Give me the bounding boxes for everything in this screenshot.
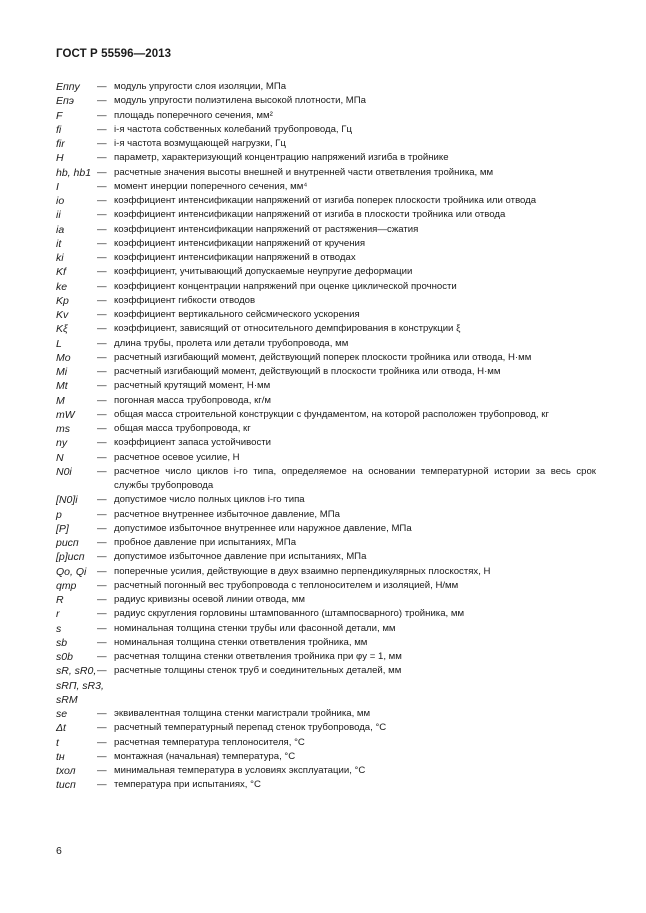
definition-row bbox=[56, 337, 596, 351]
definition-symbol: t bbox=[56, 736, 59, 749]
definition-row bbox=[56, 194, 596, 208]
definition-text: площадь поперечного сечения, мм² bbox=[114, 109, 273, 121]
definition-dash: — bbox=[97, 380, 107, 392]
definition-row bbox=[56, 451, 596, 465]
definition-text: момент инерции поперечного сечения, мм⁴ bbox=[114, 180, 308, 192]
definition-dash: — bbox=[97, 622, 107, 634]
definition-dash: — bbox=[97, 651, 107, 662]
definition-row bbox=[56, 151, 596, 165]
definition-dash: — bbox=[97, 722, 107, 734]
definition-row bbox=[56, 208, 596, 222]
definition-row bbox=[56, 294, 596, 308]
definition-row bbox=[56, 650, 596, 664]
definition-row bbox=[56, 622, 596, 636]
definition-symbol: ms bbox=[56, 423, 70, 435]
definition-symbol: Mo bbox=[56, 351, 71, 364]
definition-dash: — bbox=[97, 209, 107, 221]
definition-row bbox=[56, 707, 596, 721]
definition-text: общая масса строительной конструкции с фундаментом, на которой расположен трубопровод, кг bbox=[114, 408, 549, 420]
definition-dash: — bbox=[97, 309, 107, 320]
definition-row bbox=[56, 123, 596, 137]
definition-dash: — bbox=[97, 465, 107, 477]
definition-dash: — bbox=[97, 294, 107, 306]
definition-text: коэффициент, зависящий от относительного демпфирования в конструкции ξ bbox=[114, 323, 461, 335]
definition-dash: — bbox=[97, 551, 107, 563]
definition-symbol: sRM bbox=[56, 693, 78, 706]
definition-symbol: Eппу bbox=[56, 81, 80, 93]
definition-dash: — bbox=[97, 280, 107, 292]
definition-symbol: Eпэ bbox=[56, 95, 74, 108]
definition-text: общая масса трубопровода, кг bbox=[114, 423, 251, 434]
definition-symbol: N bbox=[56, 451, 64, 464]
definition-symbol: R bbox=[56, 594, 64, 606]
definition-symbol: ki bbox=[56, 252, 64, 264]
definition-dash: — bbox=[97, 750, 107, 762]
definition-symbol: it bbox=[56, 237, 62, 250]
definition-row bbox=[56, 223, 596, 237]
definition-text: расчетный температурный перепад стенок трубопровода, °С bbox=[114, 722, 387, 734]
definition-row bbox=[56, 522, 596, 536]
definition-text: расчетная температура теплоносителя, °С bbox=[114, 736, 305, 748]
definition-symbol: [p]исп bbox=[56, 551, 85, 564]
definition-text: погонная масса трубопровода, кг/м bbox=[114, 394, 272, 406]
definition-dash: — bbox=[97, 195, 107, 206]
symbol-definitions-list bbox=[56, 80, 596, 793]
definition-dash: — bbox=[97, 779, 107, 791]
definition-symbol: [P] bbox=[56, 522, 69, 535]
definition-dash: — bbox=[97, 366, 107, 377]
definition-text: номинальная толщина стенки трубы или фасонной детали, мм bbox=[114, 622, 396, 634]
definition-text: коэффициент гибкости отводов bbox=[114, 294, 256, 306]
definition-text: расчетное осевое усилие, Н bbox=[114, 451, 240, 463]
definition-symbol: fir bbox=[56, 138, 65, 150]
definition-text: i-я частота собственных колебаний трубопровода, Гц bbox=[114, 123, 352, 135]
definition-dash: — bbox=[97, 708, 107, 719]
definition-row bbox=[56, 721, 596, 735]
definition-dash: — bbox=[97, 81, 107, 92]
definition-row bbox=[56, 465, 596, 494]
definition-symbol: [N0]i bbox=[56, 494, 78, 507]
definition-dash: — bbox=[97, 138, 107, 149]
definition-row bbox=[56, 379, 596, 393]
definition-text: расчетный крутящий момент, Н·мм bbox=[114, 380, 271, 392]
definition-text: расчетные толщины стенок труб и соединительных деталей, мм bbox=[114, 665, 402, 677]
definition-text: расчетные значения высоты внешней и внутренней части ответвления тройника, мм bbox=[114, 166, 494, 178]
definition-row bbox=[56, 394, 596, 408]
definition-dash: — bbox=[97, 736, 107, 748]
definition-text: коэффициент интенсификации напряжений от изгиба в плоскости тройника или отвода bbox=[114, 209, 506, 221]
definition-symbol: M bbox=[56, 394, 65, 407]
definition-symbol: sb bbox=[56, 636, 68, 649]
definition-symbol: L bbox=[56, 337, 62, 350]
definition-dash: — bbox=[97, 223, 107, 235]
definition-dash: — bbox=[97, 565, 107, 577]
definition-symbol: tисп bbox=[56, 779, 76, 792]
definition-text: модуль упругости слоя изоляции, МПа bbox=[114, 81, 287, 92]
definition-text: допустимое число полных циклов i-го типа bbox=[114, 494, 305, 506]
definition-dash: — bbox=[97, 451, 107, 463]
definition-dash: — bbox=[97, 636, 107, 648]
definition-symbol: Kv bbox=[56, 309, 69, 321]
definition-row bbox=[56, 736, 596, 750]
definition-row bbox=[56, 565, 596, 579]
definition-symbol: tхол bbox=[56, 765, 76, 777]
definition-symbol: hb, hb1 bbox=[56, 166, 92, 179]
definition-text: допустимое избыточное давление при испытаниях, МПа bbox=[114, 551, 367, 563]
definition-dash: — bbox=[97, 437, 107, 449]
definition-dash: — bbox=[97, 123, 107, 135]
definition-symbol: s0b bbox=[56, 651, 73, 663]
definition-text: температура при испытаниях, °С bbox=[114, 779, 261, 791]
definition-symbol: N0i bbox=[56, 465, 72, 478]
definition-dash: — bbox=[97, 95, 107, 107]
definition-symbol: sR, sR0, bbox=[56, 665, 97, 678]
definition-row bbox=[56, 265, 596, 279]
definition-symbol: Mt bbox=[56, 380, 68, 393]
definition-row bbox=[56, 422, 596, 436]
definition-row bbox=[56, 308, 596, 322]
definition-dash: — bbox=[97, 237, 107, 249]
definition-row bbox=[56, 778, 596, 792]
definition-text: коэффициент интенсификации напряжений от изгиба поперек плоскости тройника или отвода bbox=[114, 195, 537, 206]
definition-text: коэффициент запаса устойчивости bbox=[114, 437, 271, 449]
definition-row bbox=[56, 408, 596, 422]
definition-text: коэффициент интенсификации напряжений в отводах bbox=[114, 252, 356, 263]
definition-dash: — bbox=[97, 594, 107, 605]
definition-row bbox=[56, 664, 596, 678]
definition-symbol: fi bbox=[56, 123, 62, 136]
definition-dash: — bbox=[97, 152, 107, 164]
definition-symbol: Kp bbox=[56, 294, 69, 307]
definition-dash: — bbox=[97, 508, 107, 520]
definition-row bbox=[56, 636, 596, 650]
definition-symbol: ia bbox=[56, 223, 65, 236]
definition-row bbox=[56, 251, 596, 265]
definition-dash: — bbox=[97, 765, 107, 776]
page-number: 6 bbox=[56, 845, 62, 857]
definition-dash: — bbox=[97, 608, 107, 620]
definition-row bbox=[56, 593, 596, 607]
definition-dash: — bbox=[97, 494, 107, 506]
definition-text: радиус кривизны осевой линии отвода, мм bbox=[114, 594, 305, 605]
definition-symbol: mW bbox=[56, 408, 75, 421]
definition-dash: — bbox=[97, 252, 107, 263]
definition-text: коэффициент интенсификации напряжений от растяжения—сжатия bbox=[114, 223, 419, 235]
definition-row bbox=[56, 579, 596, 593]
definition-row bbox=[56, 94, 596, 108]
definition-symbol: Δt bbox=[56, 722, 66, 735]
definition-symbol: I bbox=[56, 180, 59, 193]
definition-symbol: Mi bbox=[56, 366, 68, 378]
definition-dash: — bbox=[97, 579, 107, 591]
definition-text: допустимое избыточное внутреннее или наружное давление, МПа bbox=[114, 522, 412, 534]
definition-dash: — bbox=[97, 665, 107, 677]
definition-text: пробное давление при испытаниях, МПа bbox=[114, 537, 297, 548]
definition-text: расчетный погонный вес трубопровода с теплоносителем и изоляцией, Н/мм bbox=[114, 579, 459, 591]
definition-row bbox=[56, 764, 596, 778]
definition-symbol: sRП, sR3, bbox=[56, 679, 104, 692]
definition-dash: — bbox=[97, 522, 107, 534]
definition-text: коэффициент интенсификации напряжений от кручения bbox=[114, 237, 366, 249]
definition-dash: — bbox=[97, 323, 107, 335]
definition-symbol: Kξ bbox=[56, 323, 68, 336]
definition-symbol: F bbox=[56, 109, 63, 122]
definition-symbol: H bbox=[56, 152, 64, 165]
definition-row bbox=[56, 508, 596, 522]
definition-text: монтажная (начальная) температура, °С bbox=[114, 750, 296, 762]
definition-row bbox=[56, 493, 596, 507]
definition-text: расчетная толщина стенки ответвления тройника при φy = 1, мм bbox=[114, 651, 402, 662]
definition-text: радиус скругления горловины штампованного (штампосварного) тройника, мм bbox=[114, 608, 465, 620]
definition-row bbox=[56, 109, 596, 123]
definition-text: эквивалентная толщина стенки магистрали тройника, мм bbox=[114, 708, 371, 719]
definition-dash: — bbox=[97, 351, 107, 363]
definition-row bbox=[56, 679, 596, 693]
definition-text: коэффициент вертикального сейсмического ускорения bbox=[114, 309, 360, 320]
definition-text: модуль упругости полиэтилена высокой плотности, МПа bbox=[114, 95, 367, 107]
definition-symbol: r bbox=[56, 608, 60, 621]
definition-symbol: p bbox=[56, 508, 62, 521]
definition-row bbox=[56, 365, 596, 379]
definition-text: коэффициент концентрации напряжений при оценке циклической прочности bbox=[114, 280, 457, 292]
definition-text: i-я частота возмущающей нагрузки, Гц bbox=[114, 138, 286, 149]
definition-row bbox=[56, 137, 596, 151]
definition-text: расчетный изгибающий момент, действующий в плоскости тройника или отвода, Н·мм bbox=[114, 366, 501, 377]
definition-symbol: qтр bbox=[56, 579, 77, 592]
definition-row bbox=[56, 536, 596, 550]
definition-text: расчетное число циклов i-го типа, определяемое на основании температурной истории за весь срок службы трубопровода bbox=[114, 465, 596, 491]
definition-row bbox=[56, 280, 596, 294]
definition-row bbox=[56, 693, 596, 707]
definition-row bbox=[56, 436, 596, 450]
definition-row bbox=[56, 80, 596, 94]
definition-text: поперечные усилия, действующие в двух взаимно перпендикулярных плоскостях, Н bbox=[114, 565, 491, 577]
definition-symbol: tн bbox=[56, 750, 65, 763]
definition-row bbox=[56, 166, 596, 180]
definition-dash: — bbox=[97, 109, 107, 121]
definition-symbol: ny bbox=[56, 437, 68, 450]
definition-symbol: ke bbox=[56, 280, 68, 293]
definition-symbol: ii bbox=[56, 209, 61, 222]
definition-symbol: se bbox=[56, 708, 68, 720]
definition-row bbox=[56, 607, 596, 621]
definition-row bbox=[56, 237, 596, 251]
definition-dash: — bbox=[97, 394, 107, 406]
definition-symbol: Qo, Qi bbox=[56, 565, 87, 578]
document-header: ГОСТ Р 55596—2013 bbox=[56, 48, 172, 60]
definition-dash: — bbox=[97, 166, 107, 178]
definition-symbol: s bbox=[56, 622, 62, 635]
definition-row bbox=[56, 180, 596, 194]
definition-text: параметр, характеризующий концентрацию напряжений изгиба в тройнике bbox=[114, 152, 449, 164]
definition-dash: — bbox=[97, 180, 107, 192]
definition-symbol: pисп bbox=[56, 537, 79, 549]
definition-text: длина трубы, пролета или детали трубопровода, мм bbox=[114, 337, 349, 349]
definition-symbol: io bbox=[56, 195, 65, 207]
definition-text: минимальная температура в условиях эксплуатации, °С bbox=[114, 765, 366, 776]
definition-text: номинальная толщина стенки ответвления тройника, мм bbox=[114, 636, 368, 648]
definition-symbol: Kf bbox=[56, 266, 66, 279]
definition-dash: — bbox=[97, 408, 107, 420]
definition-text: расчетное внутреннее избыточное давление, МПа bbox=[114, 508, 340, 520]
definition-dash: — bbox=[97, 423, 107, 434]
definition-row bbox=[56, 550, 596, 564]
definition-dash: — bbox=[97, 537, 107, 548]
definition-dash: — bbox=[97, 337, 107, 349]
definition-row bbox=[56, 750, 596, 764]
definition-text: расчетный изгибающий момент, действующий поперек плоскости тройника или отвода, Н·мм bbox=[114, 351, 532, 363]
definition-text: коэффициент, учитывающий допускаемые неупругие деформации bbox=[114, 266, 413, 278]
definition-row bbox=[56, 322, 596, 336]
definition-row bbox=[56, 351, 596, 365]
definition-dash: — bbox=[97, 266, 107, 278]
